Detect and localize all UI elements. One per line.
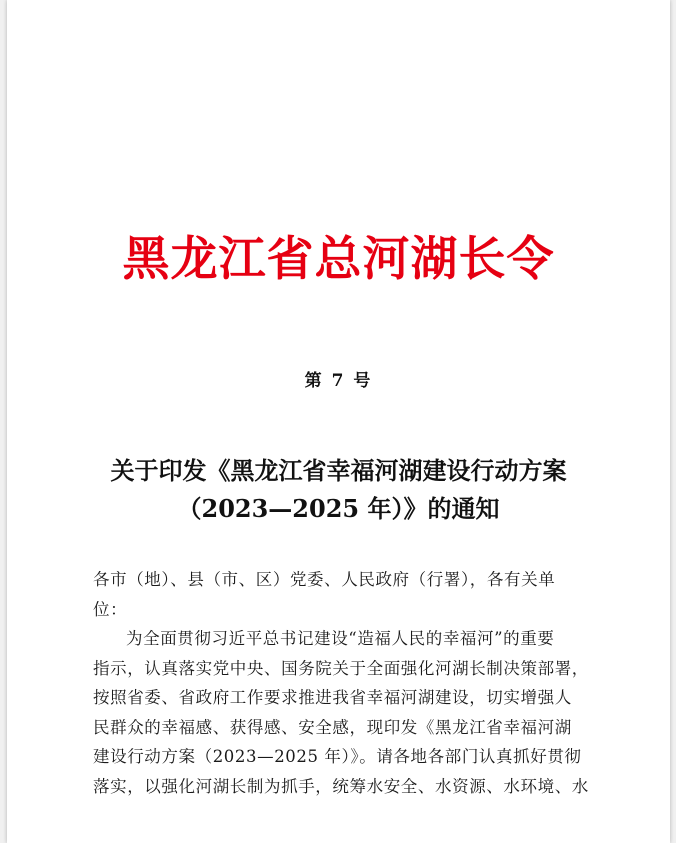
paragraph-line: 为全面贯彻习近平总书记建设“造福人民的幸福河”的重要 (126, 629, 555, 648)
paragraph-line: 指示，认真落实党中央、国务院关于全面强化河湖长制决策部署， (93, 658, 589, 678)
document-title (7, 452, 670, 528)
paragraph-line: 建设行动方案（2023—2025 年）》。请各地各部门认真抓好贯彻 (93, 747, 582, 766)
paragraph-line: 民群众的幸福感、获得感、安全感，现印发《黑龙江省幸福河湖 (93, 717, 572, 737)
body-text (93, 565, 605, 801)
red-header-title: 黑龙江省总河湖长令 (122, 232, 555, 287)
title-line: 关于印发《黑龙江省幸福河湖建设行动方案 (110, 456, 567, 485)
paragraph-line: 落实，以强化河湖长制为抓手，统筹水安全、水资源、水环境、水 (93, 776, 589, 796)
salutation-line: 位： (93, 599, 128, 619)
title-line: （2023—2025 年）》的通知 (177, 494, 500, 523)
salutation-line: 各市（地）、县（市、区）党委、人民政府（行署），各有关单 (93, 570, 556, 589)
document-page (7, 0, 670, 843)
paragraph-line: 按照省委、省政府工作要求推进我省幸福河湖建设，切实增强人 (93, 688, 572, 707)
order-number: 第 7 号 (304, 371, 373, 391)
